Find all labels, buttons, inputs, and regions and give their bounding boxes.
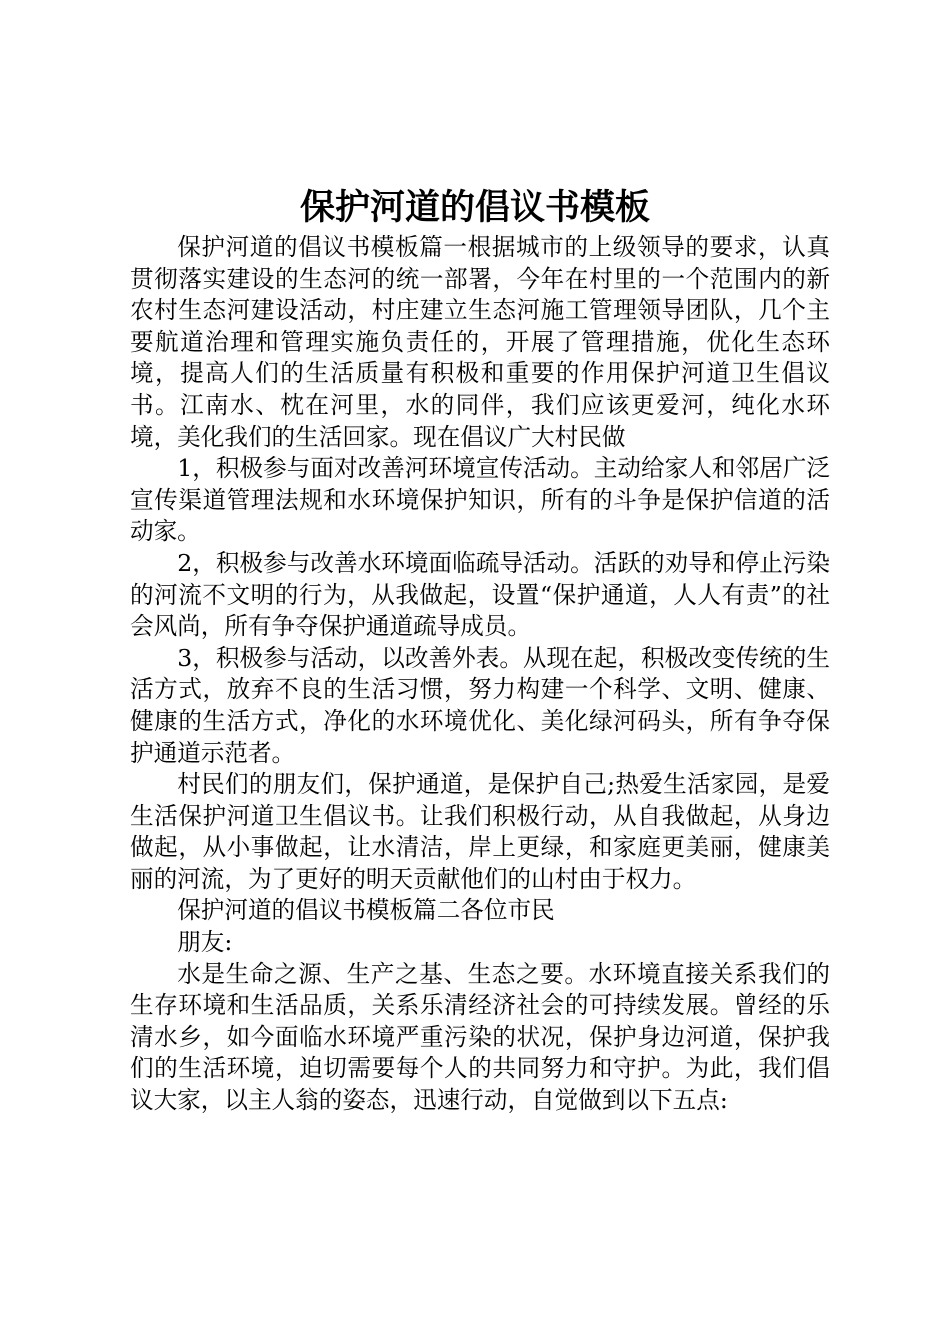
paragraph-section-two-body: 水是生命之源、生产之基、生态之要。水环境直接关系我们的生存环境和生活品质，关系乐清经济社会的可持续发展。曾经的乐清水乡，如今面临水环境严重污染的状况，保护身边河道，保护我们的生活环境，迫切需要每个人的共同努力和守护。为此，我们倡议大家，以主人翁的姿态，迅速行动，自觉做到以下五点:: [130, 959, 830, 1115]
paragraph-closing: 村民们的朋友们，保护通道，是保护自己;热爱生活家园，是爱生活保护河道卫生倡议书。让我们积极行动，从自我做起，从身边做起，从小事做起，让水清洁，岸上更绿，和家庭更美丽，健康美丽的河流，为了更好的明天贡献他们的山村由于权力。: [130, 770, 830, 893]
document-body: [130, 232, 830, 1117]
paragraph-item-3: 3，积极参与活动，以改善外表。从现在起，积极改变传统的生活方式，放弃不良的生活习惯，努力构建一个科学、文明、健康、健康的生活方式，净化的水环境优化、美化绿河码头，所有争夺保护通道示范者。: [130, 643, 830, 767]
paragraph-item-2: 2，积极参与改善水环境面临疏导活动。活跃的劝导和停止污染的河流不文明的行为，从我做起，设置“保护通道，人人有责”的社会风尚，所有争夺保护通道疏导成员。: [130, 548, 830, 641]
paragraph-intro: 保护河道的倡议书模板篇一根据城市的上级领导的要求，认真贯彻落实建设的生态河的统一部署，今年在村里的一个范围内的新农村生态河建设活动，村庄建立生态河施工管理领导团队，几个主要航道治理和管理实施负责任的，开展了管理措施，优化生态环境，提高人们的生活质量有积极和重要的作用保护河道卫生倡议书。江南水、枕在河里，水的同伴，我们应该更爱河，纯化水环境，美化我们的生活回家。现在倡议广大村民做: [130, 233, 830, 451]
paragraph-salutation: 朋友:: [177, 928, 233, 957]
document-title: 保护河道的倡议书模板: [299, 188, 650, 228]
paragraph-item-1: 1，积极参与面对改善河环境宣传活动。主动给家人和邻居广泛宣传渠道管理法规和水环境保护知识，所有的斗争是保护信道的活动家。: [130, 454, 830, 546]
paragraph-section-two-heading: 保护河道的倡议书模板篇二各位市民: [177, 896, 555, 925]
